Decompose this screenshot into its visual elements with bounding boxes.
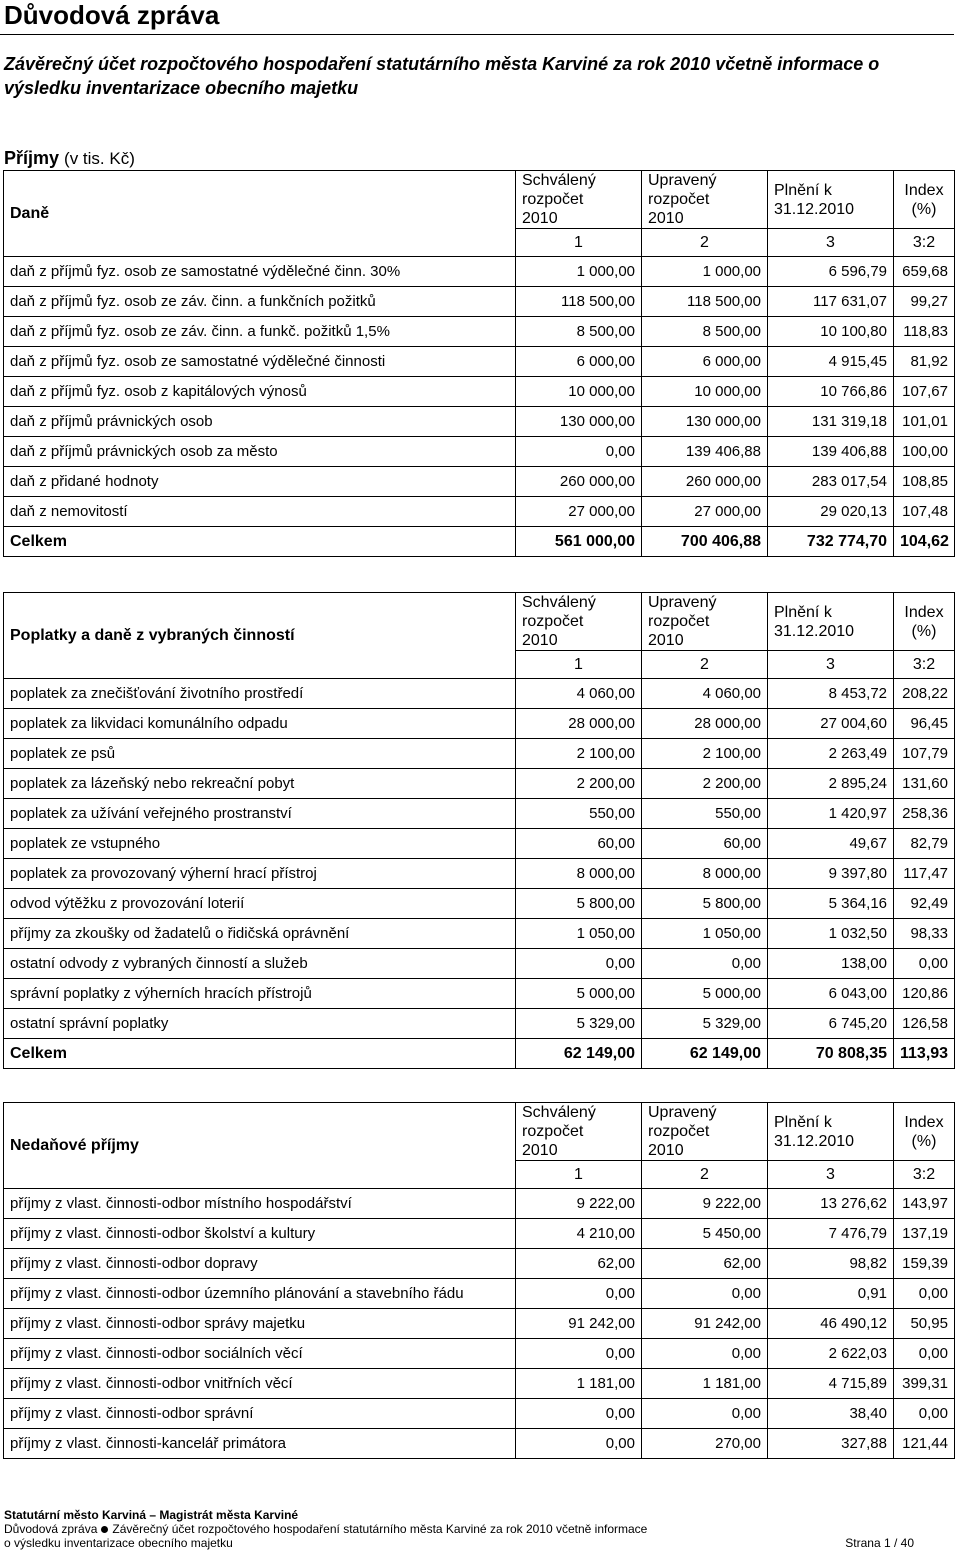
cell-adjusted: 0,00 xyxy=(642,1279,768,1309)
footer-document-line xyxy=(4,1522,954,1536)
table-header-row xyxy=(4,593,955,651)
cell-approved: 4 210,00 xyxy=(516,1219,642,1249)
row-label: příjmy z vlast. činnosti-odbor správy majetku xyxy=(4,1309,516,1339)
cell-adjusted: 5 450,00 xyxy=(642,1219,768,1249)
total-row xyxy=(4,1039,955,1069)
cell-approved: 1 000,00 xyxy=(516,257,642,287)
approved-header xyxy=(516,1103,642,1161)
index-header xyxy=(894,593,955,651)
cell-approved: 5 329,00 xyxy=(516,1009,642,1039)
category-label: Poplatky a daně z vybraných činností xyxy=(4,593,516,679)
row-label: poplatek za likvidaci komunálního odpadu xyxy=(4,709,516,739)
adjusted-header-line: rozpočet xyxy=(648,613,710,630)
cell-index: 101,01 xyxy=(894,407,955,437)
row-label: daň z příjmů fyz. osob ze záv. činn. a funkčních požitků xyxy=(4,287,516,317)
cell-approved: 4 060,00 xyxy=(516,679,642,709)
bullet-icon xyxy=(101,1526,108,1533)
table-row xyxy=(4,1399,955,1429)
category-label: Daně xyxy=(4,171,516,257)
table-header-row xyxy=(4,171,955,229)
column-number: 1 xyxy=(516,651,642,679)
cell-approved: 1 181,00 xyxy=(516,1369,642,1399)
cell-index: 50,95 xyxy=(894,1309,955,1339)
cell-fulfilled: 10 100,80 xyxy=(768,317,894,347)
index-header-line: Index xyxy=(904,603,944,621)
cell-approved: 2 100,00 xyxy=(516,739,642,769)
column-number: 3 xyxy=(768,651,894,679)
cell-approved: 62,00 xyxy=(516,1249,642,1279)
column-number: 1 xyxy=(516,229,642,257)
cell-adjusted: 91 242,00 xyxy=(642,1309,768,1339)
cell-approved: 0,00 xyxy=(516,1399,642,1429)
page-number: Strana 1 / 40 xyxy=(845,1536,914,1550)
table-row xyxy=(4,497,955,527)
cell-approved: 10 000,00 xyxy=(516,377,642,407)
cell-index: 137,19 xyxy=(894,1219,955,1249)
cell-index: 131,60 xyxy=(894,769,955,799)
row-label: daň z příjmů právnických osob za město xyxy=(4,437,516,467)
column-number: 3:2 xyxy=(894,1161,955,1189)
cell-fulfilled: 117 631,07 xyxy=(768,287,894,317)
fulfilled-header-line: Plnění k xyxy=(774,1113,832,1131)
cell-adjusted: 1 000,00 xyxy=(642,257,768,287)
cell-approved: 0,00 xyxy=(516,1339,642,1369)
total-row xyxy=(4,527,955,557)
table-row xyxy=(4,1339,955,1369)
approved-header-line: 2010 xyxy=(522,1142,558,1159)
cell-fulfilled: 1 032,50 xyxy=(768,919,894,949)
cell-index: 96,45 xyxy=(894,709,955,739)
cell-fulfilled: 732 774,70 xyxy=(768,527,894,557)
cell-approved: 6 000,00 xyxy=(516,347,642,377)
cell-fulfilled: 131 319,18 xyxy=(768,407,894,437)
table-row xyxy=(4,407,955,437)
table-row xyxy=(4,377,955,407)
row-label: příjmy z vlast. činnosti-odbor správní xyxy=(4,1399,516,1429)
non-tax-table xyxy=(3,1102,955,1459)
row-label: poplatek za užívání veřejného prostranství xyxy=(4,799,516,829)
cell-fulfilled: 70 808,35 xyxy=(768,1039,894,1069)
cell-adjusted: 60,00 xyxy=(642,829,768,859)
table-header-row xyxy=(4,1103,955,1161)
cell-adjusted: 28 000,00 xyxy=(642,709,768,739)
fulfilled-header-line: 31.12.2010 xyxy=(774,1132,855,1150)
cell-index: 659,68 xyxy=(894,257,955,287)
fulfilled-header xyxy=(768,593,894,651)
cell-adjusted: 118 500,00 xyxy=(642,287,768,317)
cell-fulfilled: 46 490,12 xyxy=(768,1309,894,1339)
cell-approved: 8 500,00 xyxy=(516,317,642,347)
cell-index: 143,97 xyxy=(894,1189,955,1219)
cell-adjusted: 6 000,00 xyxy=(642,347,768,377)
cell-approved: 5 800,00 xyxy=(516,889,642,919)
footer-organization: Statutární město Karviná – Magistrát města Karviné xyxy=(4,1508,299,1522)
adjusted-header xyxy=(642,1103,768,1161)
category-label: Nedaňové příjmy xyxy=(4,1103,516,1189)
column-number: 2 xyxy=(642,651,768,679)
table-row xyxy=(4,437,955,467)
adjusted-header-line: Upravený xyxy=(648,594,717,611)
table-row xyxy=(4,1189,955,1219)
cell-fulfilled: 7 476,79 xyxy=(768,1219,894,1249)
row-label: poplatek ze vstupného xyxy=(4,829,516,859)
cell-approved: 130 000,00 xyxy=(516,407,642,437)
row-label: ostatní správní poplatky xyxy=(4,1009,516,1039)
adjusted-header xyxy=(642,171,768,229)
cell-index: 81,92 xyxy=(894,347,955,377)
table-row xyxy=(4,799,955,829)
title-divider xyxy=(0,34,954,35)
row-label: daň z příjmů fyz. osob z kapitálových výnosů xyxy=(4,377,516,407)
cell-approved: 5 000,00 xyxy=(516,979,642,1009)
cell-fulfilled: 29 020,13 xyxy=(768,497,894,527)
row-label: daň z příjmů fyz. osob ze záv. činn. a funkč. požitků 1,5% xyxy=(4,317,516,347)
row-label: příjmy za zkoušky od žadatelů o řidičská oprávnění xyxy=(4,919,516,949)
row-label: příjmy z vlast. činnosti-odbor místního hospodářství xyxy=(4,1189,516,1219)
cell-fulfilled: 2 895,24 xyxy=(768,769,894,799)
cell-index: 107,67 xyxy=(894,377,955,407)
table-row xyxy=(4,859,955,889)
table-row xyxy=(4,1369,955,1399)
cell-fulfilled: 13 276,62 xyxy=(768,1189,894,1219)
cell-adjusted: 260 000,00 xyxy=(642,467,768,497)
cell-fulfilled: 5 364,16 xyxy=(768,889,894,919)
cell-adjusted: 5 000,00 xyxy=(642,979,768,1009)
cell-approved: 561 000,00 xyxy=(516,527,642,557)
fulfilled-header xyxy=(768,171,894,229)
cell-index: 100,00 xyxy=(894,437,955,467)
row-label: příjmy z vlast. činnosti-odbor školství a kultury xyxy=(4,1219,516,1249)
cell-approved: 27 000,00 xyxy=(516,497,642,527)
cell-adjusted: 270,00 xyxy=(642,1429,768,1459)
table-row xyxy=(4,287,955,317)
row-label: daň z příjmů fyz. osob ze samostatné výdělečné činnosti xyxy=(4,347,516,377)
cell-fulfilled: 0,91 xyxy=(768,1279,894,1309)
cell-approved: 1 050,00 xyxy=(516,919,642,949)
row-label: Celkem xyxy=(4,1039,516,1069)
cell-adjusted: 62,00 xyxy=(642,1249,768,1279)
fulfilled-header-line: 31.12.2010 xyxy=(774,622,855,640)
row-label: daň z příjmů fyz. osob ze samostatné výdělečné činn. 30% xyxy=(4,257,516,287)
cell-adjusted: 8 000,00 xyxy=(642,859,768,889)
table-row xyxy=(4,709,955,739)
cell-approved: 2 200,00 xyxy=(516,769,642,799)
cell-adjusted: 130 000,00 xyxy=(642,407,768,437)
index-header xyxy=(894,171,955,229)
row-label: poplatek za lázeňský nebo rekreační pobyt xyxy=(4,769,516,799)
section-heading-text: Příjmy xyxy=(4,148,60,168)
cell-index: 0,00 xyxy=(894,949,955,979)
cell-fulfilled: 9 397,80 xyxy=(768,859,894,889)
column-number: 3 xyxy=(768,229,894,257)
column-number: 3:2 xyxy=(894,229,955,257)
table-row xyxy=(4,1429,955,1459)
table-row xyxy=(4,467,955,497)
row-label: Celkem xyxy=(4,527,516,557)
adjusted-header-line: rozpočet xyxy=(648,191,710,208)
row-label: daň z přidané hodnoty xyxy=(4,467,516,497)
approved-header-line: Schválený xyxy=(522,172,596,189)
approved-header-line: rozpočet xyxy=(522,1123,584,1140)
cell-fulfilled: 6 043,00 xyxy=(768,979,894,1009)
row-label: příjmy z vlast. činnosti-odbor územního plánování a stavebního řádu xyxy=(4,1279,516,1309)
cell-approved: 0,00 xyxy=(516,949,642,979)
fulfilled-header xyxy=(768,1103,894,1161)
cell-adjusted: 4 060,00 xyxy=(642,679,768,709)
fulfilled-header-line: Plnění k xyxy=(774,181,832,199)
cell-adjusted: 1 050,00 xyxy=(642,919,768,949)
cell-approved: 118 500,00 xyxy=(516,287,642,317)
cell-adjusted: 8 500,00 xyxy=(642,317,768,347)
cell-approved: 550,00 xyxy=(516,799,642,829)
cell-approved: 60,00 xyxy=(516,829,642,859)
table-row xyxy=(4,769,955,799)
table-row xyxy=(4,919,955,949)
cell-index: 92,49 xyxy=(894,889,955,919)
cell-index: 399,31 xyxy=(894,1369,955,1399)
cell-adjusted: 0,00 xyxy=(642,949,768,979)
cell-index: 0,00 xyxy=(894,1399,955,1429)
cell-fulfilled: 6 596,79 xyxy=(768,257,894,287)
row-label: ostatní odvody z vybraných činností a služeb xyxy=(4,949,516,979)
cell-fulfilled: 327,88 xyxy=(768,1429,894,1459)
cell-fulfilled: 98,82 xyxy=(768,1249,894,1279)
cell-approved: 260 000,00 xyxy=(516,467,642,497)
cell-index: 120,86 xyxy=(894,979,955,1009)
cell-approved: 0,00 xyxy=(516,437,642,467)
cell-fulfilled: 283 017,54 xyxy=(768,467,894,497)
cell-approved: 8 000,00 xyxy=(516,859,642,889)
cell-adjusted: 2 200,00 xyxy=(642,769,768,799)
index-header-line: (%) xyxy=(911,200,937,218)
cell-approved: 91 242,00 xyxy=(516,1309,642,1339)
table-row xyxy=(4,979,955,1009)
cell-index: 98,33 xyxy=(894,919,955,949)
fulfilled-header-line: Plnění k xyxy=(774,603,832,621)
cell-adjusted: 0,00 xyxy=(642,1399,768,1429)
table-row xyxy=(4,739,955,769)
cell-index: 126,58 xyxy=(894,1009,955,1039)
table-row xyxy=(4,949,955,979)
cell-adjusted: 5 329,00 xyxy=(642,1009,768,1039)
adjusted-header-line: rozpočet xyxy=(648,1123,710,1140)
footer-doc-desc: Závěrečný účet rozpočtového hospodaření statutárního města Karviné za rok 2010 včetně informace xyxy=(112,1522,648,1536)
cell-index: 99,27 xyxy=(894,287,955,317)
cell-index: 258,36 xyxy=(894,799,955,829)
approved-header-line: Schválený xyxy=(522,1104,596,1121)
cell-fulfilled: 2 263,49 xyxy=(768,739,894,769)
adjusted-header-line: Upravený xyxy=(648,1104,717,1121)
cell-adjusted: 2 100,00 xyxy=(642,739,768,769)
row-label: poplatek za provozovaný výherní hrací přístroj xyxy=(4,859,516,889)
row-label: poplatek ze psů xyxy=(4,739,516,769)
adjusted-header-line: 2010 xyxy=(648,210,684,227)
cell-adjusted: 139 406,88 xyxy=(642,437,768,467)
adjusted-header-line: 2010 xyxy=(648,632,684,649)
row-label: daň z příjmů právnických osob xyxy=(4,407,516,437)
cell-fulfilled: 38,40 xyxy=(768,1399,894,1429)
column-number: 1 xyxy=(516,1161,642,1189)
section-heading xyxy=(4,148,135,169)
cell-adjusted: 5 800,00 xyxy=(642,889,768,919)
adjusted-header-line: Upravený xyxy=(648,172,717,189)
column-number: 2 xyxy=(642,1161,768,1189)
index-header-line: Index xyxy=(904,1113,944,1131)
table-row xyxy=(4,317,955,347)
cell-index: 113,93 xyxy=(894,1039,955,1069)
cell-fulfilled: 1 420,97 xyxy=(768,799,894,829)
cell-approved: 28 000,00 xyxy=(516,709,642,739)
cell-fulfilled: 4 915,45 xyxy=(768,347,894,377)
approved-header-line: 2010 xyxy=(522,210,558,227)
table-row xyxy=(4,1309,955,1339)
fulfilled-header-line: 31.12.2010 xyxy=(774,200,855,218)
cell-fulfilled: 27 004,60 xyxy=(768,709,894,739)
cell-index: 208,22 xyxy=(894,679,955,709)
cell-index: 0,00 xyxy=(894,1339,955,1369)
row-label: správní poplatky z výherních hracích přístrojů xyxy=(4,979,516,1009)
index-header-line: Index xyxy=(904,181,944,199)
cell-index: 107,48 xyxy=(894,497,955,527)
document-subtitle: Závěrečný účet rozpočtového hospodaření statutárního města Karviné za rok 2010 včetně informace o výsledku inventarizace obecního majetku xyxy=(4,54,880,98)
cell-adjusted: 0,00 xyxy=(642,1339,768,1369)
cell-approved: 0,00 xyxy=(516,1279,642,1309)
cell-fulfilled: 138,00 xyxy=(768,949,894,979)
section-unit: (v tis. Kč) xyxy=(64,149,135,168)
cell-adjusted: 700 406,88 xyxy=(642,527,768,557)
row-label: příjmy z vlast. činnosti-odbor sociálních věcí xyxy=(4,1339,516,1369)
cell-approved: 62 149,00 xyxy=(516,1039,642,1069)
row-label: příjmy z vlast. činnosti-kancelář primátora xyxy=(4,1429,516,1459)
document-title: Důvodová zpráva xyxy=(4,0,220,30)
cell-index: 0,00 xyxy=(894,1279,955,1309)
cell-fulfilled: 10 766,86 xyxy=(768,377,894,407)
column-number: 3 xyxy=(768,1161,894,1189)
table-row xyxy=(4,347,955,377)
cell-fulfilled: 4 715,89 xyxy=(768,1369,894,1399)
cell-approved: 9 222,00 xyxy=(516,1189,642,1219)
cell-index: 104,62 xyxy=(894,527,955,557)
table-row xyxy=(4,829,955,859)
approved-header-line: Schválený xyxy=(522,594,596,611)
cell-index: 117,47 xyxy=(894,859,955,889)
approved-header xyxy=(516,171,642,229)
column-number: 2 xyxy=(642,229,768,257)
row-label: daň z nemovitostí xyxy=(4,497,516,527)
approved-header xyxy=(516,593,642,651)
cell-fulfilled: 139 406,88 xyxy=(768,437,894,467)
index-header-line: (%) xyxy=(911,1132,937,1150)
cell-approved: 0,00 xyxy=(516,1429,642,1459)
cell-index: 108,85 xyxy=(894,467,955,497)
approved-header-line: rozpočet xyxy=(522,191,584,208)
row-label: příjmy z vlast. činnosti-odbor dopravy xyxy=(4,1249,516,1279)
table-row xyxy=(4,1279,955,1309)
column-number: 3:2 xyxy=(894,651,955,679)
cell-fulfilled: 8 453,72 xyxy=(768,679,894,709)
cell-index: 118,83 xyxy=(894,317,955,347)
cell-adjusted: 1 181,00 xyxy=(642,1369,768,1399)
index-header-line: (%) xyxy=(911,622,937,640)
approved-header-line: rozpočet xyxy=(522,613,584,630)
row-label: odvod výtěžku z provozování loterií xyxy=(4,889,516,919)
taxes-table xyxy=(3,170,955,557)
table-row xyxy=(4,257,955,287)
cell-index: 82,79 xyxy=(894,829,955,859)
table-row xyxy=(4,679,955,709)
cell-adjusted: 27 000,00 xyxy=(642,497,768,527)
cell-index: 121,44 xyxy=(894,1429,955,1459)
cell-index: 107,79 xyxy=(894,739,955,769)
fees-table xyxy=(3,592,955,1069)
table-row xyxy=(4,1009,955,1039)
table-row xyxy=(4,889,955,919)
cell-index: 159,39 xyxy=(894,1249,955,1279)
index-header xyxy=(894,1103,955,1161)
table-row xyxy=(4,1219,955,1249)
cell-adjusted: 62 149,00 xyxy=(642,1039,768,1069)
row-label: poplatek za znečišťování životního prostředí xyxy=(4,679,516,709)
table-row xyxy=(4,1249,955,1279)
cell-fulfilled: 2 622,03 xyxy=(768,1339,894,1369)
approved-header-line: 2010 xyxy=(522,632,558,649)
row-label: příjmy z vlast. činnosti-odbor vnitřních věcí xyxy=(4,1369,516,1399)
adjusted-header xyxy=(642,593,768,651)
adjusted-header-line: 2010 xyxy=(648,1142,684,1159)
page-footer xyxy=(4,1508,954,1550)
cell-fulfilled: 49,67 xyxy=(768,829,894,859)
footer-doc-name: Důvodová zpráva xyxy=(4,1522,98,1536)
footer-document-line-2: o výsledku inventarizace obecního majetku xyxy=(4,1536,233,1550)
cell-fulfilled: 6 745,20 xyxy=(768,1009,894,1039)
cell-adjusted: 9 222,00 xyxy=(642,1189,768,1219)
cell-adjusted: 550,00 xyxy=(642,799,768,829)
cell-adjusted: 10 000,00 xyxy=(642,377,768,407)
